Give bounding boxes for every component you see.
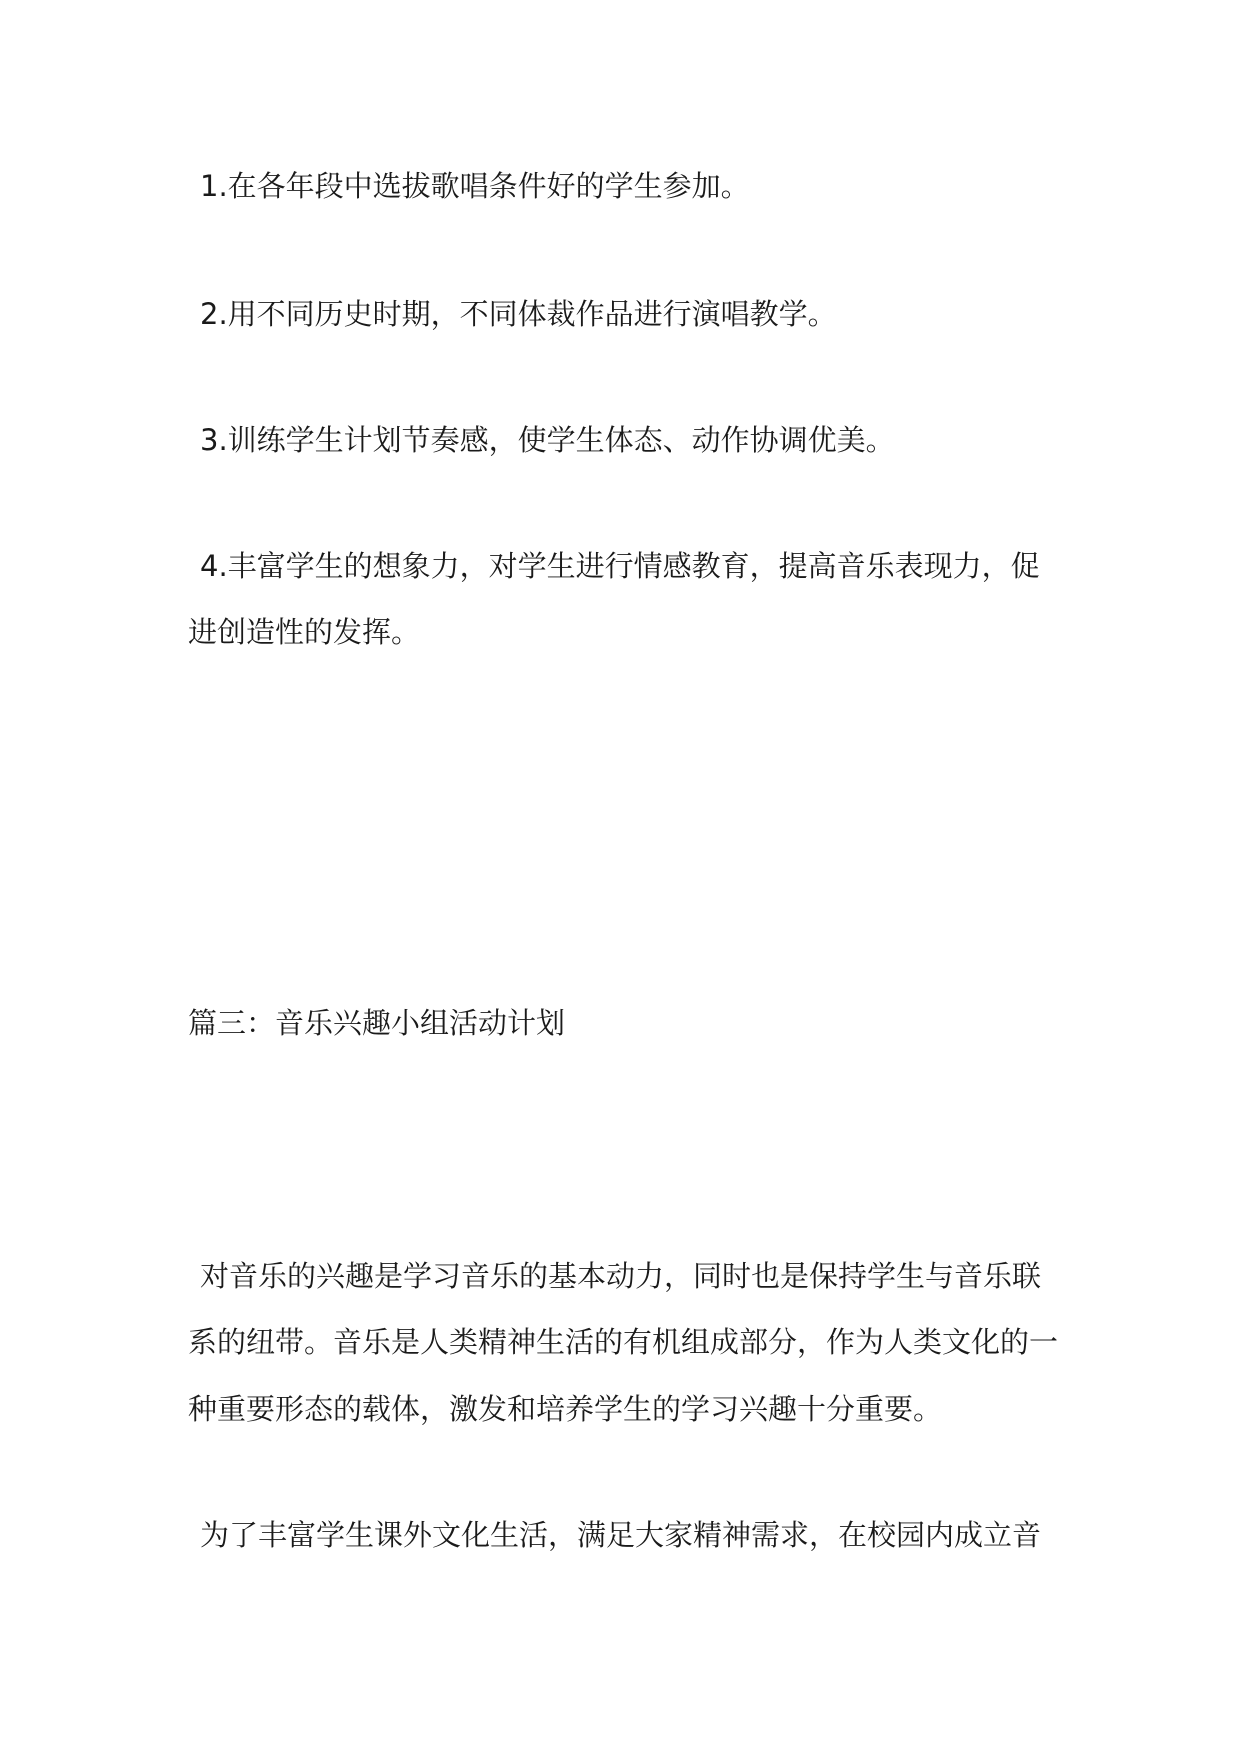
list-item-2: 2.用不同历史时期，不同体裁作品进行演唱教学。 <box>200 297 837 331</box>
paragraph-1-line-2: 系的纽带。音乐是人类精神生活的有机组成部分，作为人类文化的一 <box>188 1325 1059 1359</box>
list-item-4-line-1: 4.丰富学生的想象力，对学生进行情感教育，提高音乐表现力，促 <box>200 549 1040 583</box>
list-item-4-line-2: 进创造性的发挥。 <box>188 615 421 649</box>
section-heading: 篇三：音乐兴趣小组活动计划 <box>188 1006 566 1040</box>
paragraph-2-line-1: 为了丰富学生课外文化生活，满足大家精神需求，在校园内成立音 <box>200 1518 1042 1552</box>
list-item-1: 1.在各年段中选拔歌唱条件好的学生参加。 <box>200 169 750 203</box>
paragraph-1-line-3: 种重要形态的载体，激发和培养学生的学习兴趣十分重要。 <box>188 1392 943 1426</box>
paragraph-1-line-1: 对音乐的兴趣是学习音乐的基本动力，同时也是保持学生与音乐联 <box>200 1259 1042 1293</box>
list-item-3: 3.训练学生计划节奏感，使学生体态、动作协调优美。 <box>200 423 895 457</box>
